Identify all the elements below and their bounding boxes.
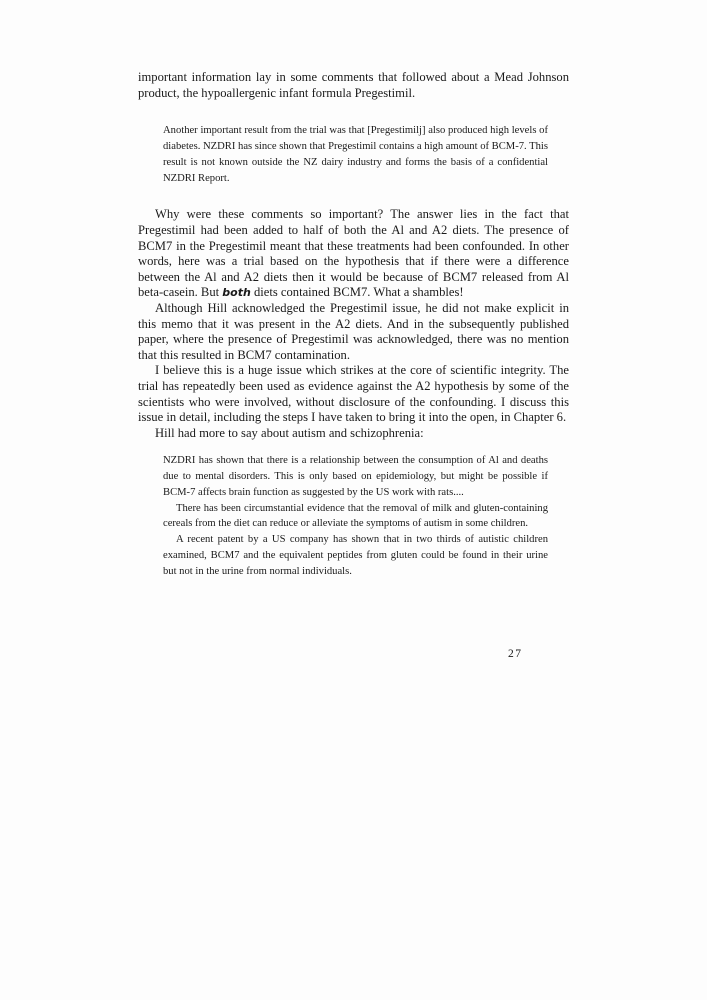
quote-paragraph: A recent patent by a US company has shown that in two thirds of autistic children examined, BCM7 and the equivalent peptides from gluten could be found in their urine but not in the urine from normal individuals. xyxy=(163,534,548,577)
paragraph-hill-acknowledged: Although Hill acknowledged the Pregestimil issue, he did not make explicit in this memo that it was present in the A2 diets. And in the subsequently published paper, where the presence of Pregestimil was acknowledged, there was no mention that this resulted in BCM7 contamination. xyxy=(138,300,569,362)
emphasis-both: both xyxy=(222,286,251,300)
paragraph-why-start: Why were these comments so important? The answer lies in the fact that Pregestimil had been added to half of both the Al and A2 diets. The presence of BCM7 in the Pregestimil meant that these treatments had been confounded. In other words, here was a trial based on the hypothesis that if there were a difference between the Al and A2 diets then it would be because of BCM7 released from Al beta-casein. But xyxy=(138,207,569,300)
paragraph-autism-intro: Hill had more to say about autism and schizophrenia: xyxy=(155,425,424,440)
paragraph-intro: important information lay in some comments that followed about a Mead Johnson product, the hypoallergenic infant formula Pregestimil. xyxy=(138,70,569,100)
quote-text: Another important result from the trial was that [Pregestimilj] also produced high levels of diabetes. NZDRI has since shown that Pregestimil contains a high amount of BCM-7. This result is not known outside the NZ dairy industry and forms the basis of a confidential NZDRI Report. xyxy=(163,125,548,184)
page-content xyxy=(138,70,569,580)
paragraph-why-end: diets contained BCM7. What a shambles! xyxy=(250,285,464,300)
block-quote-autism xyxy=(138,453,569,579)
quote-paragraph: NZDRI has shown that there is a relationship between the consumption of Al and deaths due to mental disorders. This is only based on epidemiology, but might be possible if BCM-7 affects brain function as suggested by the US work with rats.... xyxy=(163,455,548,498)
paragraph-believe: I believe this is a huge issue which strikes at the core of scientific integrity. The trial has repeatedly been used as evidence against the A2 hypothesis by some of the scientists who were involved, without disclosure of the confounding. I discuss this issue in detail, including the steps I have taken to bring it into the open, in Chapter 6. xyxy=(138,363,569,425)
block-quote-diabetes xyxy=(138,123,569,186)
quote-paragraph: There has been circumstantial evidence that the removal of milk and gluten-containing cereals from the diet can reduce or alleviate the symptoms of autism in some children. xyxy=(163,502,548,530)
page-number: 27 xyxy=(508,648,523,660)
paragraph-why xyxy=(138,207,569,301)
